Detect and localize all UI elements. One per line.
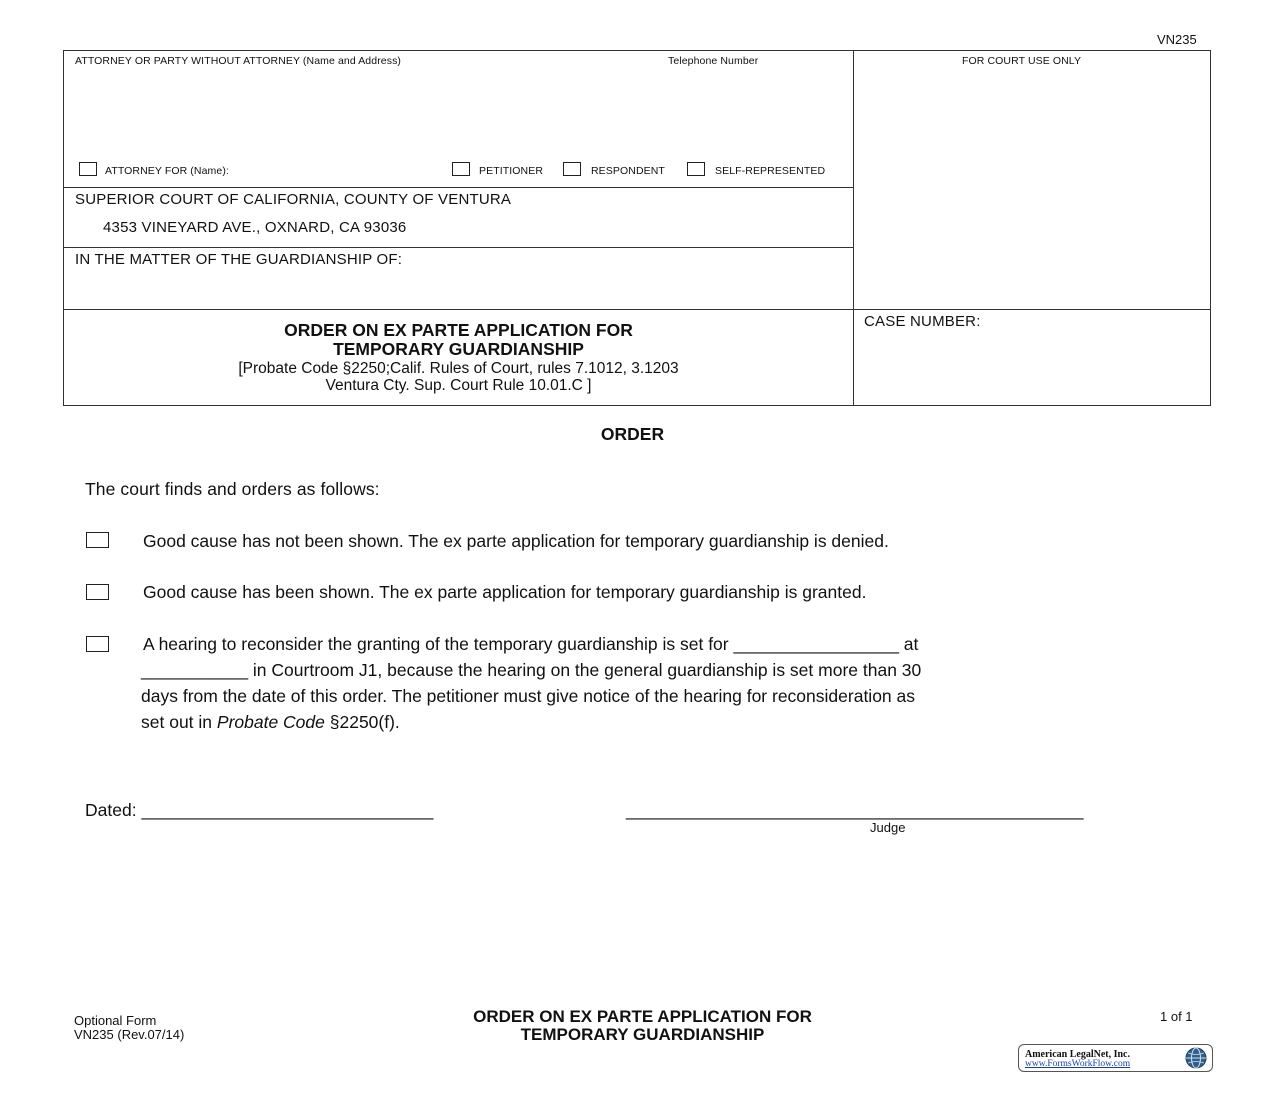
logo-url[interactable]: www.FormsWorkFlow.com	[1025, 1059, 1131, 1069]
hearing-text-pre: set out in	[141, 712, 217, 732]
dated-line	[85, 800, 433, 821]
order-heading: ORDER	[600, 424, 665, 444]
hearing-text-post: §2250(f).	[324, 712, 400, 732]
judge-signature-blank[interactable]: _______________________________________________	[626, 800, 1084, 820]
attorney-label: ATTORNEY OR PARTY WITHOUT ATTORNEY (Name and Address)	[75, 55, 402, 67]
petitioner-checkbox[interactable]	[452, 162, 470, 176]
option-granted-text: Good cause has been shown. The ex parte application for temporary guardianship is granted.	[143, 582, 867, 602]
court-use-label: FOR COURT USE ONLY	[962, 55, 1082, 67]
citation-line2: Ventura Cty. Sup. Court Rule 10.01.C ]	[325, 377, 592, 394]
option-denied-text: Good cause has not been shown. The ex parte application for temporary guardianship is denied.	[143, 531, 889, 551]
judge-label: Judge	[870, 820, 906, 835]
optional-form-label: Optional Form	[74, 1013, 157, 1028]
footer-title-line2: TEMPORARY GUARDIANSHIP	[520, 1025, 765, 1044]
hearing-text-line3: days from the date of this order. The petitioner must give notice of the hearing for reconsideration as	[141, 686, 915, 706]
case-number-label: CASE NUMBER:	[864, 313, 981, 330]
dated-blank[interactable]: ______________________________	[141, 800, 434, 820]
petitioner-label: PETITIONER	[479, 165, 544, 177]
form-revision: VN235 (Rev.07/14)	[74, 1027, 185, 1042]
attorney-for-label: ATTORNEY FOR (Name):	[105, 165, 229, 177]
denied-checkbox[interactable]	[86, 532, 109, 548]
footer-title-line1: ORDER ON EX PARTE APPLICATION FOR	[473, 1007, 812, 1026]
court-address: 4353 VINEYARD AVE., OXNARD, CA 93036	[103, 219, 407, 236]
caption-rule	[64, 247, 853, 248]
self-represented-label: SELF-REPRESENTED	[715, 165, 826, 177]
granted-checkbox[interactable]	[86, 584, 109, 600]
logo-name: American LegalNet, Inc.	[1025, 1049, 1130, 1060]
self-represented-checkbox[interactable]	[687, 162, 705, 176]
hearing-text-line2: ___________ in Courtroom J1, because the hearing on the general guardianship is set more than 30	[141, 660, 922, 680]
publisher-logo[interactable]	[1018, 1044, 1213, 1072]
respondent-checkbox[interactable]	[563, 162, 581, 176]
matter-label: IN THE MATTER OF THE GUARDIANSHIP OF:	[75, 251, 403, 268]
caption-rule	[64, 309, 1210, 310]
respondent-label: RESPONDENT	[591, 165, 665, 177]
footer-title	[380, 1008, 905, 1044]
caption-rule	[64, 187, 853, 188]
probate-code-ref: Probate Code	[216, 712, 325, 732]
telephone-label: Telephone Number	[668, 55, 759, 67]
footer-form-info	[74, 1014, 184, 1042]
page-number: 1 of 1	[1160, 1009, 1193, 1024]
attorney-for-checkbox[interactable]	[79, 162, 97, 176]
dated-label: Dated:	[85, 800, 137, 820]
form-code: VN235	[1157, 32, 1197, 47]
hearing-text-line1: A hearing to reconsider the granting of the temporary guardianship is set for _________________ at	[143, 634, 919, 654]
globe-icon	[1184, 1047, 1208, 1069]
form-title	[64, 321, 853, 394]
order-intro: The court finds and orders as follows:	[85, 479, 380, 499]
court-name: SUPERIOR COURT OF CALIFORNIA, COUNTY OF VENTURA	[75, 191, 512, 208]
hearing-text-line4	[141, 712, 400, 733]
caption-box	[63, 50, 1211, 406]
citation-line1: [Probate Code §2250;Calif. Rules of Court, rules 7.1012, 3.1203	[238, 360, 679, 377]
form-title-line1: ORDER ON EX PARTE APPLICATION FOR	[284, 320, 633, 340]
caption-divider	[853, 51, 854, 405]
form-title-line2: TEMPORARY GUARDIANSHIP	[333, 339, 584, 359]
hearing-checkbox[interactable]	[86, 636, 109, 652]
